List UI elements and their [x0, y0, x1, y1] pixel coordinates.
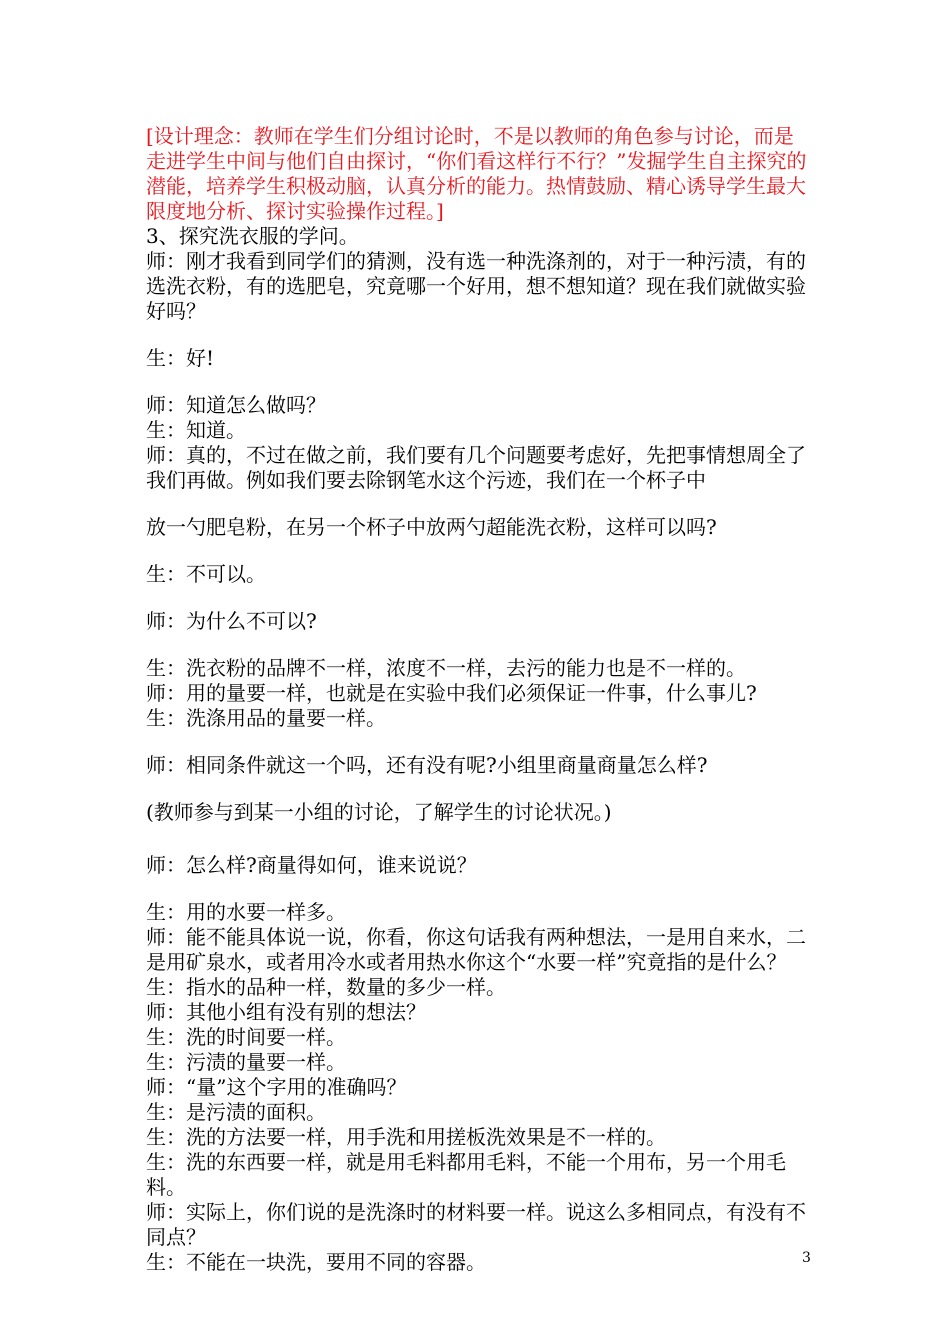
dialogue-line: 生：是污渍的面积。: [146, 1100, 326, 1124]
dialogue-line: 师：为什么不可以?: [146, 609, 317, 633]
dialogue-line: 师：怎么样?商量得如何，谁来说说？: [146, 853, 477, 877]
dialogue-line: 师：真的，不过在做之前，我们要有几个问题要考虑好，先把事情想周全了我们再做。例如我们要去除钢笔水这个污迹，我们在一个杯子中: [146, 443, 806, 492]
section-title: 3、探究洗衣服的学问。: [146, 224, 359, 248]
dialogue-line: 师：其他小组有没有别的想法？: [146, 1000, 426, 1024]
page-number: 3: [802, 1250, 811, 1266]
dialogue-line: 生：知道。: [146, 418, 246, 442]
dialogue-line: 生：污渍的量要一样。: [146, 1050, 346, 1074]
page-body: [146, 124, 810, 1275]
dialogue-line: 生：洗的时间要一样。: [146, 1025, 346, 1049]
dialogue-line: 生：好!: [146, 346, 215, 370]
dialogue-line: 生：洗衣粉的品牌不一样，浓度不一样，去污的能力也是不一样的。: [146, 656, 746, 680]
dialogue-line: 师：知道怎么做吗？: [146, 393, 326, 417]
dialogue-line: 生：洗的东西要一样，就是用毛料都用毛料，不能一个用布，另一个用毛料。: [146, 1150, 786, 1199]
dialogue-line: 生：不能在一块洗，要用不同的容器。: [146, 1250, 486, 1274]
dialogue-line: 师：能不能具体说一说，你看，你这句话我有两种想法，一是用自来水，二是用矿泉水，或者用冷水或者用热水你这个“水要一样”究竟指的是什么？: [146, 925, 806, 974]
dialogue-line: 生：洗涤用品的量要一样。: [146, 706, 386, 730]
dialogue-line: 生：用的水要一样多。: [146, 900, 346, 924]
dialogue-line: 师：刚才我看到同学们的猜测，没有选一种洗涤剂的，对于一种污渍，有的选洗衣粉，有的选肥皂，究竟哪一个好用，想不想知道？现在我们就做实验好吗？: [146, 249, 806, 323]
dialogue-line: 生：洗的方法要一样，用手洗和用搓板洗效果是不一样的。: [146, 1125, 666, 1149]
dialogue-line: 师：“量”这个字用的准确吗？: [146, 1075, 407, 1099]
dialogue-line: 师：相同条件就这一个吗，还有没有呢?小组里商量商量怎么样?: [146, 753, 708, 777]
dialogue-line: 生：不可以。: [146, 562, 266, 586]
dialogue-line: 师：实际上，你们说的是洗涤时的材料要一样。说这么多相同点，有没有不同点？: [146, 1200, 806, 1249]
design-note: [设计理念：教师在学生们分组讨论时，不是以教师的角色参与讨论，而是走进学生中间与他们自由探讨，“你们看这样行不行？”发掘学生自主探究的潜能，培养学生积极动脑，认真分析的能力。热情鼓励、精心诱导学生最大限度地分析、探讨实验操作过程。]: [146, 124, 807, 223]
dialogue-line: (教师参与到某一小组的讨论，了解学生的讨论状况。): [146, 800, 612, 824]
dialogue-line: 生：指水的品种一样，数量的多少一样。: [146, 975, 506, 999]
dialogue-line: 师：用的量要一样，也就是在实验中我们必须保证一件事，什么事儿?: [146, 681, 757, 705]
dialogue-line: 放一勺肥皂粉，在另一个杯子中放两勺超能洗衣粉，这样可以吗?: [146, 515, 717, 539]
